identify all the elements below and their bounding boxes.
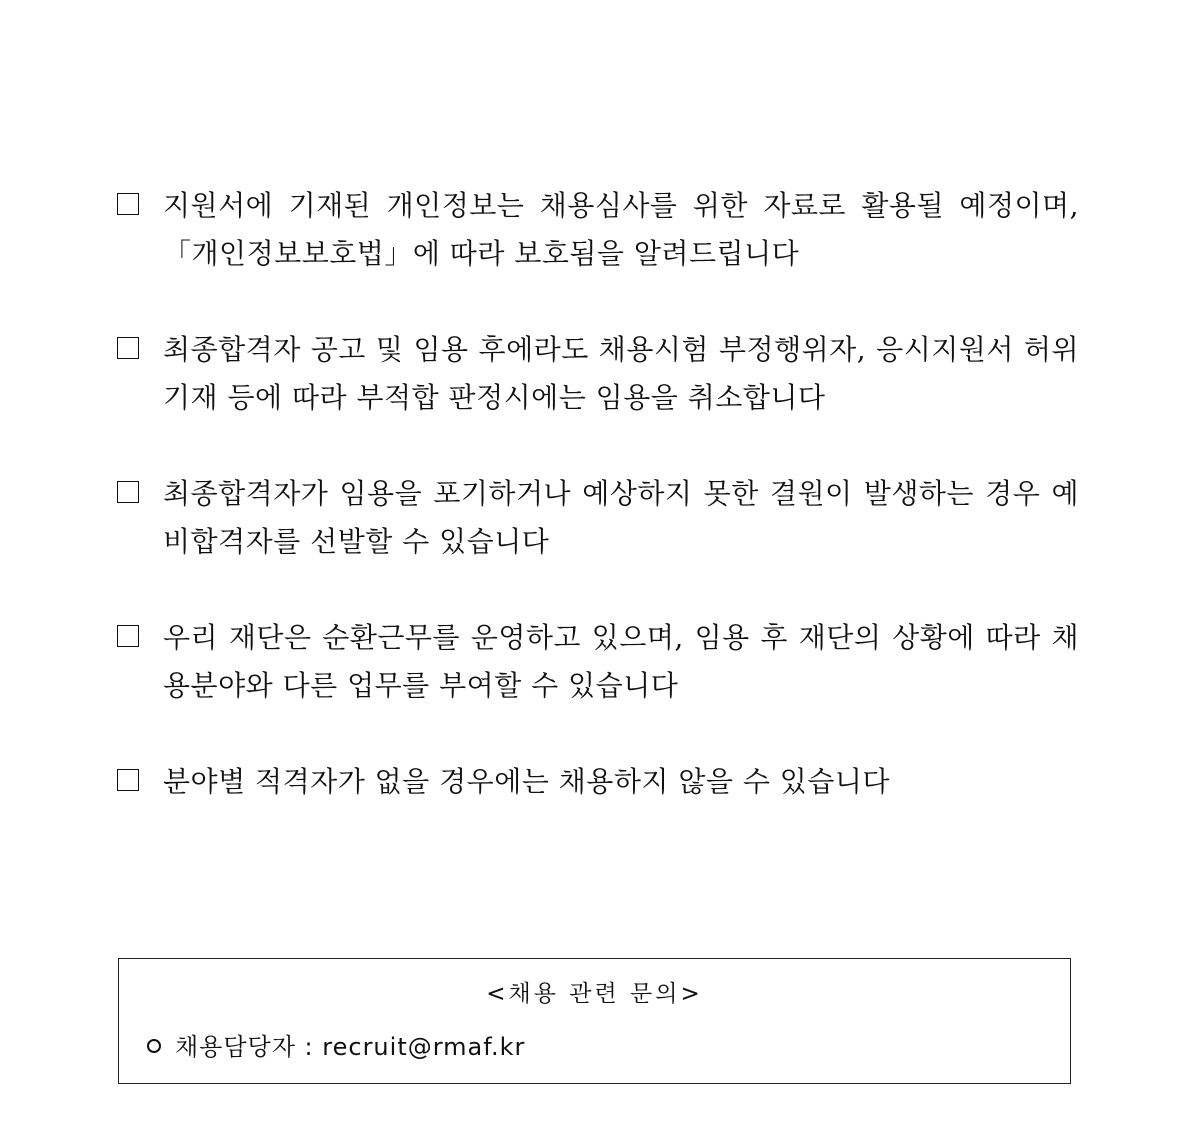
checkbox[interactable] <box>117 625 139 647</box>
notice-item <box>117 614 1079 710</box>
notice-text: 우리 재단은 순환근무를 운영하고 있으며, 임용 후 재단의 상황에 따라 채용분야와 다른 업무를 부여할 수 있습니다 <box>163 621 1079 702</box>
contact-title: <채용 관련 문의> <box>486 981 703 1007</box>
notice-item <box>117 758 1079 806</box>
notice-list <box>117 182 1079 854</box>
contact-label: 채용담당자 : <box>175 1033 323 1061</box>
notice-item <box>117 470 1079 566</box>
notice-item <box>117 182 1079 278</box>
notice-text: 최종합격자가 임용을 포기하거나 예상하지 못한 결원이 발생하는 경우 예비합격자를 선발할 수 있습니다 <box>163 477 1079 558</box>
notice-text: 최종합격자 공고 및 임용 후에라도 채용시험 부정행위자, 응시지원서 허위기재 등에 따라 부적합 판정시에는 임용을 취소합니다 <box>163 333 1079 414</box>
notice-text: 분야별 적격자가 없을 경우에는 채용하지 않을 수 있습니다 <box>163 765 890 798</box>
contact-email[interactable]: recruit@rmaf.kr <box>322 1033 526 1061</box>
checkbox[interactable] <box>117 769 139 791</box>
notice-item <box>117 326 1079 422</box>
checkbox[interactable] <box>117 337 139 359</box>
checkbox[interactable] <box>117 193 139 215</box>
notice-text: 지원서에 기재된 개인정보는 채용심사를 위한 자료로 활용될 예정이며, 「개인정보보호법」에 따라 보호됨을 알려드립니다 <box>163 189 1079 270</box>
checkbox[interactable] <box>117 481 139 503</box>
circle-bullet-icon <box>147 1039 161 1053</box>
contact-box <box>118 958 1071 1084</box>
contact-line <box>147 1027 525 1062</box>
